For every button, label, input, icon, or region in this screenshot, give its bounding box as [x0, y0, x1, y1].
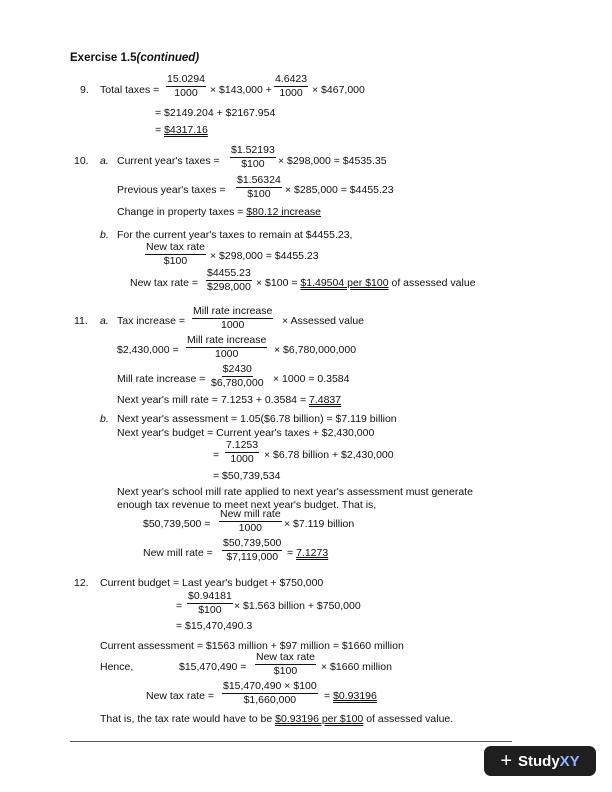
- q9-answer: $4317.16: [164, 124, 208, 136]
- q9-term-2: × $467,000: [312, 84, 365, 96]
- q12-l5-hence: Hence,: [100, 661, 134, 673]
- q9-term-1: × $143,000 +: [210, 84, 272, 96]
- q11-b1: Next year's assessment = 1.05($6.78 billion) = $7.119 billion: [117, 413, 397, 425]
- q11-inc-label: Tax increase =: [117, 315, 185, 327]
- q11-b7-fraction: New mill rate 1000: [220, 508, 281, 534]
- q11-b8-label: New mill rate =: [143, 547, 213, 559]
- q11-b7-tail: × $7.119 billion: [284, 518, 355, 530]
- q12-l5-tail: × $1660 million: [321, 661, 392, 673]
- q10-rate-fraction: $\frac{\$4455.23}{\$298,000}$: [207, 267, 251, 293]
- q11-l4: Next year's mill rate = 7.1253 + 0.3584 = 7.4837: [117, 394, 342, 406]
- q10-current-fraction: $\frac{\$1.52193}{\$100}$: [231, 144, 275, 170]
- q12-l6-fraction: $\frac{\$15,470,490 \times \$100}{\$1,660,000}$: [223, 680, 317, 706]
- q10-number: 10.: [74, 155, 89, 167]
- q10-part-b: b.: [100, 229, 109, 241]
- q12-l7: That is, the tax rate would have to be $0.93196 per $100 of assessed value.: [100, 713, 454, 725]
- q11-b2: Next year's budget = Current year's taxes + $2,430,000: [117, 427, 375, 439]
- q11-l2-fraction: Mill rate increase 1000: [187, 334, 267, 360]
- q10-part-a: a.: [100, 155, 109, 167]
- q12-l4: Current assessment = $1563 million + $97 million = $1660 million: [100, 640, 404, 652]
- q10-ntr-fraction: New tax rate $100: [146, 241, 205, 267]
- q11-b8-fraction: $\frac{\$50,739,500}{\$7,119,000}$: [223, 537, 282, 563]
- q11-inc-tail: × Assessed value: [282, 315, 365, 327]
- q10-rate-answer: $1.49504 per $100: [300, 277, 389, 289]
- q12-l1: Current budget = Last year's budget + $750,000: [100, 577, 324, 589]
- q11-b8-answer: 7.1273: [296, 547, 329, 559]
- q12-l2-tail: × $1.563 billion + $750,000: [234, 600, 361, 612]
- q11-b3-tail: × $6.78 billion + $2,430,000: [264, 449, 394, 461]
- studyxy-logo: [484, 746, 596, 776]
- q11-l2-tail: × $6,780,000,000: [274, 344, 357, 356]
- q12-l6-tail: = $0.93196: [324, 690, 377, 702]
- q11-b7-label: $50,739,500 =: [143, 518, 211, 530]
- q10-ntr-tail: × $298,000 = $4455.23: [210, 250, 319, 262]
- q10-b-text: For the current year's taxes to remain at $4455.23,: [117, 229, 353, 241]
- q10-rate-tail: × $100 = $1.49504 per $100 of assessed value: [256, 277, 476, 289]
- q11-inc-fraction: Mill rate increase 1000: [193, 305, 273, 331]
- q10-change-line: Change in property taxes = $80.12 increase: [117, 206, 322, 218]
- exercise-title: Exercise 1.5(continued): [70, 52, 200, 64]
- q10-change-answer: $80.12 increase: [246, 206, 322, 218]
- q9-number: 9.: [80, 84, 89, 96]
- q11-b6: enough tax revenue to meet next year's budget. That is,: [117, 499, 377, 511]
- q12-l5-label: $15,470,490 =: [179, 661, 247, 673]
- q12-l6-answer: $0.93196: [333, 690, 377, 702]
- q9-fraction-1: $\frac{15.0294}{1000}$: [167, 73, 205, 99]
- q11-l3-label: Mill rate increase =: [117, 373, 206, 385]
- q12-number: 12.: [74, 577, 89, 589]
- q9-label: Total taxes =: [100, 84, 160, 96]
- q11-l3-fraction: $\frac{\$2430}{\$6,780,000}$: [211, 363, 264, 389]
- q11-b3-fraction: $\frac{7.1253}{1000}$: [226, 439, 259, 465]
- q12-l5-fraction: New tax rate $100: [256, 651, 315, 677]
- q11-number: 11.: [74, 315, 88, 327]
- plus-icon: +: [500, 750, 512, 772]
- q11-l2-label: $2,430,000 =: [117, 344, 179, 356]
- q10-previous-tail: × $285,000 = $4455.23: [285, 184, 394, 196]
- q9-line-2: = $2149.204 + $2167.954: [155, 107, 276, 119]
- q11-part-b: b.: [100, 413, 109, 425]
- q11-b8-tail: = 7.1273: [287, 547, 329, 559]
- footer-divider: [70, 741, 512, 742]
- q11-l4-answer: 7.4837: [309, 394, 342, 406]
- q12-l7-answer: $0.93196 per $100: [275, 713, 364, 725]
- q9-fraction-2: $\frac{4.6423}{1000}$: [275, 73, 308, 99]
- q11-l3-tail: × 1000 = 0.3584: [273, 373, 350, 385]
- q12-l2-fraction: $\frac{\$0.94181}{\$100}$: [188, 590, 232, 616]
- q12-l6-label: New tax rate =: [146, 690, 214, 702]
- q12-l2-eq: =: [176, 600, 183, 612]
- q10-current-tail: × $298,000 = $4535.35: [278, 155, 387, 167]
- q10-rate-label: New tax rate =: [130, 277, 198, 289]
- logo-text: StudyXY: [518, 752, 580, 770]
- q12-l3: = $15,470,490.3: [176, 620, 253, 632]
- q11-b4: = $50,739,534: [213, 470, 281, 482]
- q10-previous-label: Previous year's taxes =: [117, 184, 226, 196]
- q10-current-label: Current year's taxes =: [117, 155, 220, 167]
- q11-part-a: a.: [100, 315, 109, 327]
- q11-b5: Next year's school mill rate applied to next year's assessment must generate: [117, 486, 473, 498]
- q10-previous-fraction: $\frac{\$1.56324}{\$100}$: [237, 174, 281, 200]
- q11-b3-eq: =: [213, 449, 220, 461]
- q9-line-3: = $4317.16: [155, 124, 208, 136]
